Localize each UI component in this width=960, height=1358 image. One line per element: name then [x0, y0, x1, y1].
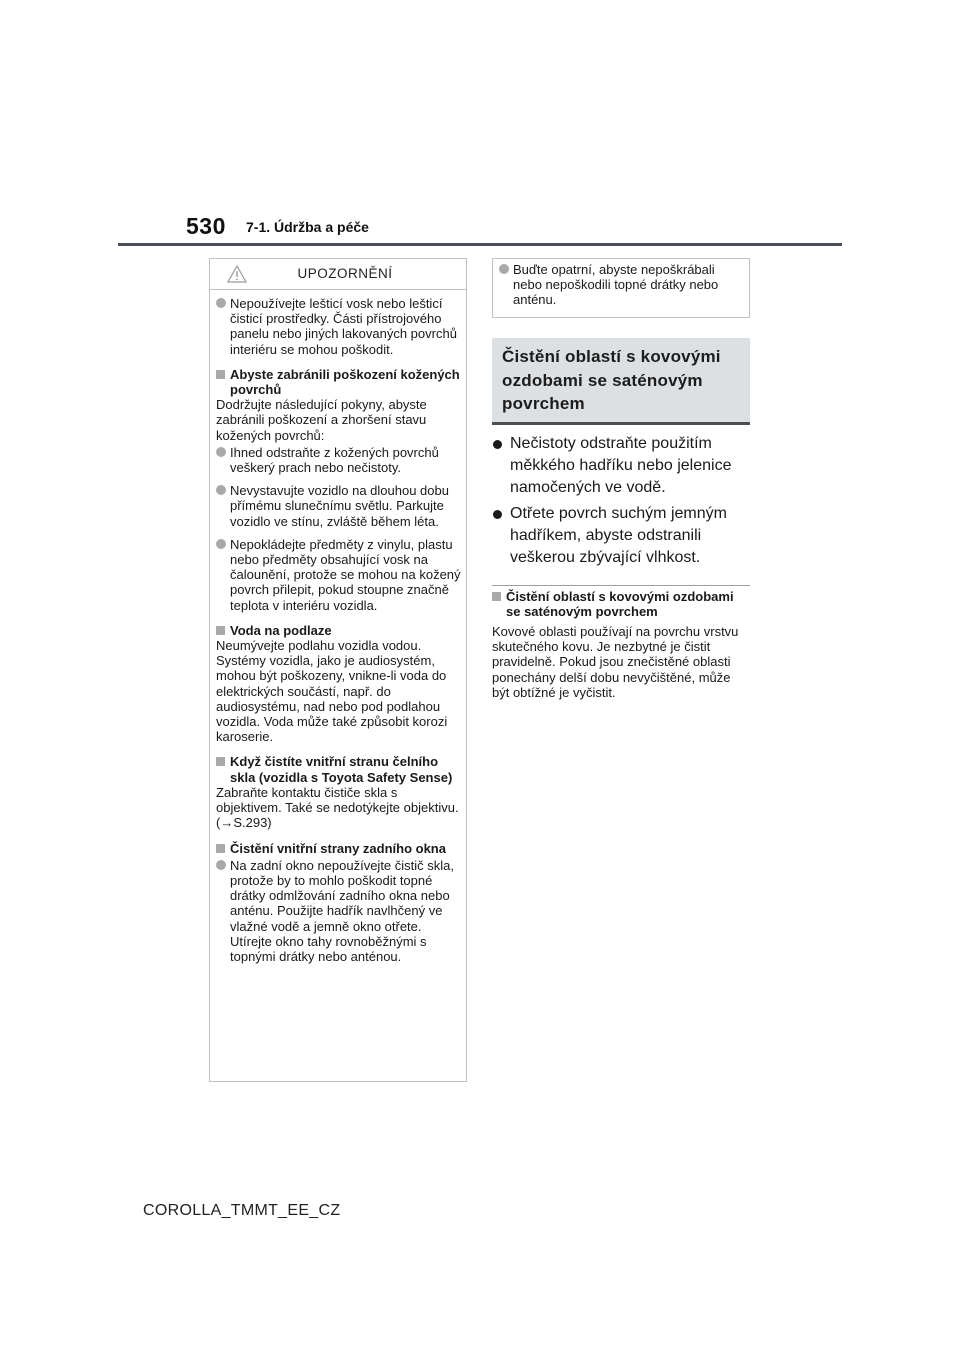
list-item	[216, 296, 461, 357]
paragraph: Neumývejte podlahu vozidla vodou. Systémy vozidla, jako je audiosystém, mohou být poškozeny, vnikne-li voda do elektrických součástí, např. do audiosystému, nad nebo pod podlahou vozidla. Voda může také způsobit korozi karoserie.	[216, 638, 448, 745]
subheading-rear-window	[216, 841, 461, 856]
bullet-dot-icon	[493, 510, 502, 519]
square-bullet-icon	[216, 626, 225, 635]
caution-header	[210, 259, 466, 290]
bullet-text: Nepoužívejte lešticí vosk nebo lešticí čisticí prostředky. Části přístrojového panelu nebo jiných lakovaných povrchů interiéru se mohou poškodit.	[230, 296, 457, 357]
subheading-leather	[216, 367, 461, 397]
list-item	[499, 262, 744, 308]
list-item	[216, 537, 461, 613]
subheading-text: Voda na podlaze	[230, 622, 332, 638]
paragraph: Kovové oblasti používají na povrchu vrstvu skutečného kovu. Je nezbytné je čistit pravidelně. Pokud jsou znečistěné oblasti ponechány delší dobu nevyčištěné, může být obtížné je vyčistit.	[492, 623, 739, 700]
bullet-text: Nepokládejte předměty z vinylu, plastu nebo předměty obsahující vosk na čalounění, protože se mohou na kožený povrch přilepit, pokud stoupne značně teplota v interiéru vozidla.	[230, 536, 461, 613]
subheading-water	[216, 623, 461, 638]
bullet-dot-icon	[216, 447, 226, 457]
bullet-text: Nečistoty odstraňte použitím měkkého hadříku nebo jelenice namočených ve vodě.	[510, 434, 732, 496]
square-bullet-icon	[216, 370, 225, 379]
list-item	[216, 858, 461, 964]
warning-triangle-icon	[227, 265, 247, 286]
bullet-dot-icon	[216, 860, 226, 870]
bullet-text: Ihned odstraňte z kožených povrchů veškerý prach nebo nečistoty.	[230, 444, 439, 476]
subsection	[492, 589, 750, 700]
steps-list	[492, 433, 750, 569]
page-number: 530	[186, 213, 226, 239]
bullet-dot-icon	[216, 298, 226, 308]
bullet-text: Otřete povrch suchým jemným hadříkem, abyste odstranili veškerou zbývající vlhkost.	[510, 504, 727, 566]
bullet-text: Nevystavujte vozidlo na dlouhou dobu přímému slunečnímu světlu. Parkujte vozidlo ve stínu, zvláště během léta.	[230, 483, 449, 529]
square-bullet-icon	[216, 844, 225, 853]
bullet-dot-icon	[493, 440, 502, 449]
bullet-text: Buďte opatrní, abyste nepoškrábali nebo nepoškodili topné drátky nebo anténu.	[513, 262, 719, 308]
list-item	[492, 503, 750, 569]
divider	[492, 585, 750, 586]
list-item	[492, 433, 750, 499]
bullet-dot-icon	[499, 264, 509, 274]
paragraph: Dodržujte následující pokyny, abyste zabránili poškození a zhoršení stavu kožených povrchů:	[216, 397, 427, 443]
subheading-satin	[492, 589, 750, 619]
header-rule	[118, 243, 842, 246]
footer-code: COROLLA_TMMT_EE_CZ	[143, 1202, 341, 1219]
subheading-text: Čistění oblastí s kovovými ozdobami se saténovým povrchem	[506, 588, 734, 619]
section-heading: Čistění oblastí s kovovými ozdobami se saténovým povrchem	[492, 338, 750, 425]
subheading-text: Abyste zabránili poškození kožených povrchů	[230, 366, 460, 398]
subheading-windshield	[216, 754, 461, 784]
bullet-dot-icon	[216, 539, 226, 549]
square-bullet-icon	[216, 757, 225, 766]
bullet-text: Na zadní okno nepoužívejte čistič skla, protože by to mohlo poškodit topné drátky odmlžování zadního okna nebo anténu. Použijte hadřík navlhčený ve vlažné vodě a jemně okno otřete. Utírejte okno tahy rovnoběžnými s topnými drátky nebo anténou.	[230, 857, 455, 964]
right-column	[492, 258, 750, 700]
caution-box	[209, 258, 467, 1082]
bullet-dot-icon	[216, 485, 226, 495]
caution-continued-box	[492, 258, 750, 318]
caution-label: UPOZORNĚNÍ	[297, 266, 393, 282]
section-title: 7-1. Údržba a péče	[246, 219, 369, 235]
list-item	[216, 483, 461, 529]
square-bullet-icon	[492, 592, 501, 601]
subheading-text: Když čistíte vnitřní stranu čelního skla (vozidla s Toyota Safety Sense)	[230, 754, 453, 785]
paragraph: Zabraňte kontaktu čističe skla s objektivem. Také se nedotýkejte objektivu. (→S.293)	[216, 784, 459, 831]
list-item	[216, 445, 461, 475]
subheading-text: Čistění vnitřní strany zadního okna	[230, 840, 446, 856]
